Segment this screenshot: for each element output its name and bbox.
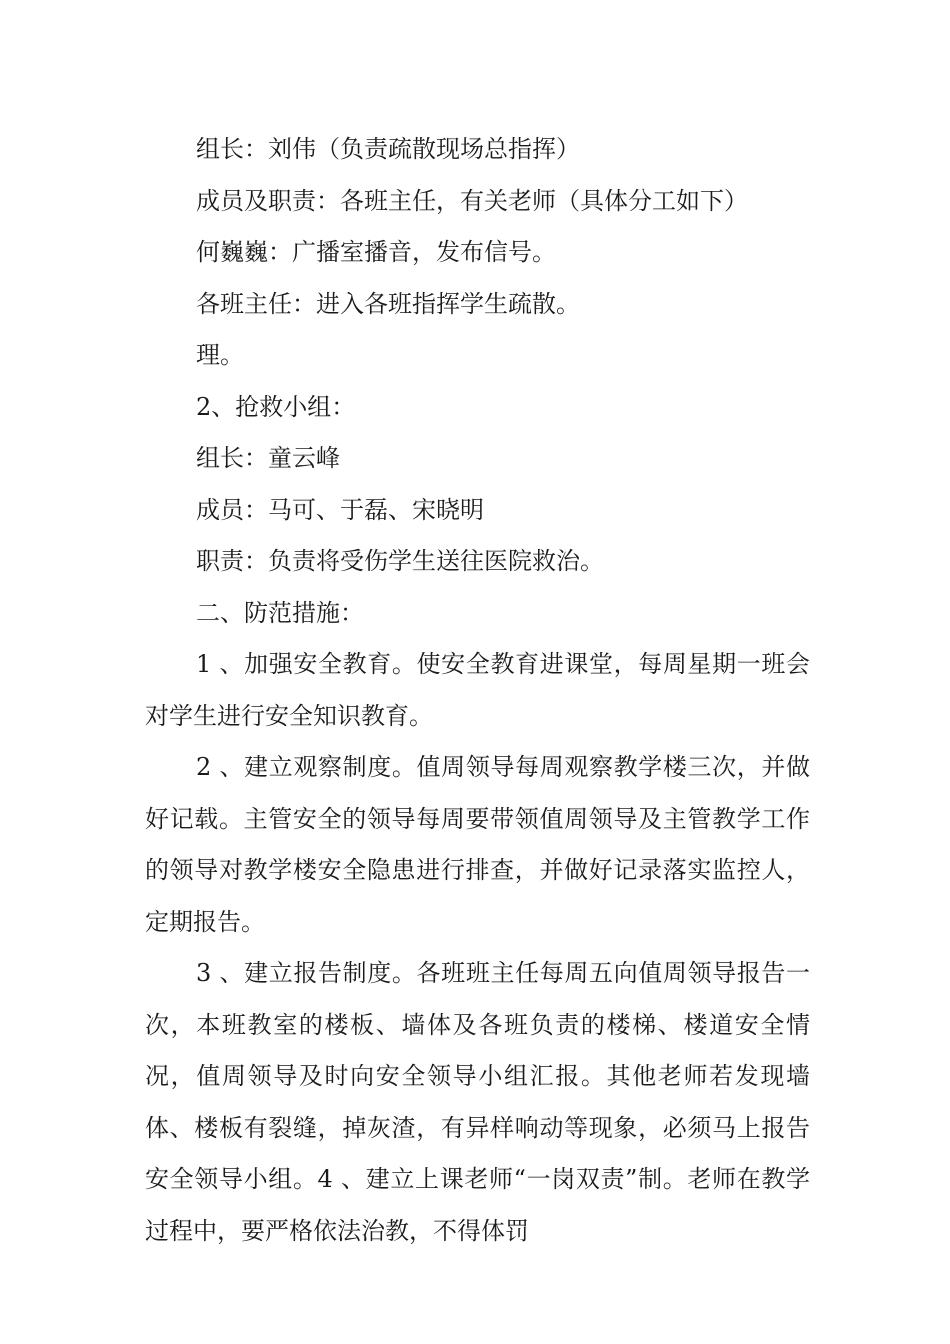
text-line-class-teachers: 各班主任：进入各班指挥学生疏散。 (196, 289, 580, 318)
paragraph-safety-education: 1 、加强安全教育。使安全教育进课堂，每周星期一班会对学生进行安全知识教育。 (145, 650, 810, 730)
paragraph-reporting-system: 3 、建立报告制度。各班班主任每周五向值周领导报告一次，本班教室的楼板、墙体及各班负责的楼梯、楼道安全情况，值周领导及时向安全领导小组汇报。其他老师若发现墙体、楼板有裂缝，掉灰渣，有异样响动等现象，必须马上报告安全领导小组。4 、建立上课老师“一岗双责”制。老师在教学过程中，要严格依法治教，不得体罚 (145, 959, 810, 1245)
section-heading-rescue-group: 2、抢救小组： (196, 392, 356, 421)
text-line-rescue-leader: 组长：童云峰 (196, 444, 340, 472)
text-line-group-leader: 组长：刘伟（负责疏散现场总指挥） (196, 135, 580, 163)
text-line-members-duties: 成员及职责：各班主任，有关老师（具体分工如下） (196, 186, 748, 215)
paragraph-observation-system: 2 、建立观察制度。值周领导每周观察教学楼三次，并做好记载。主管安全的领导每周要带领值周领导及主管教学工作的领导对教学楼安全隐患进行排查，并做好记录落实监控人，定期报告。 (145, 753, 810, 936)
text-line-fragment: 理。 (196, 341, 244, 369)
text-line-rescue-duty: 职责：负责将受伤学生送往医院救治。 (196, 547, 604, 575)
text-line-rescue-members: 成员：马可、于磊、宋晓明 (196, 495, 484, 524)
document-page (145, 124, 810, 1257)
text-line-broadcast: 何巍巍：广播室播音，发布信号。 (196, 238, 556, 266)
section-heading-prevention: 二、防范措施： (196, 598, 364, 627)
